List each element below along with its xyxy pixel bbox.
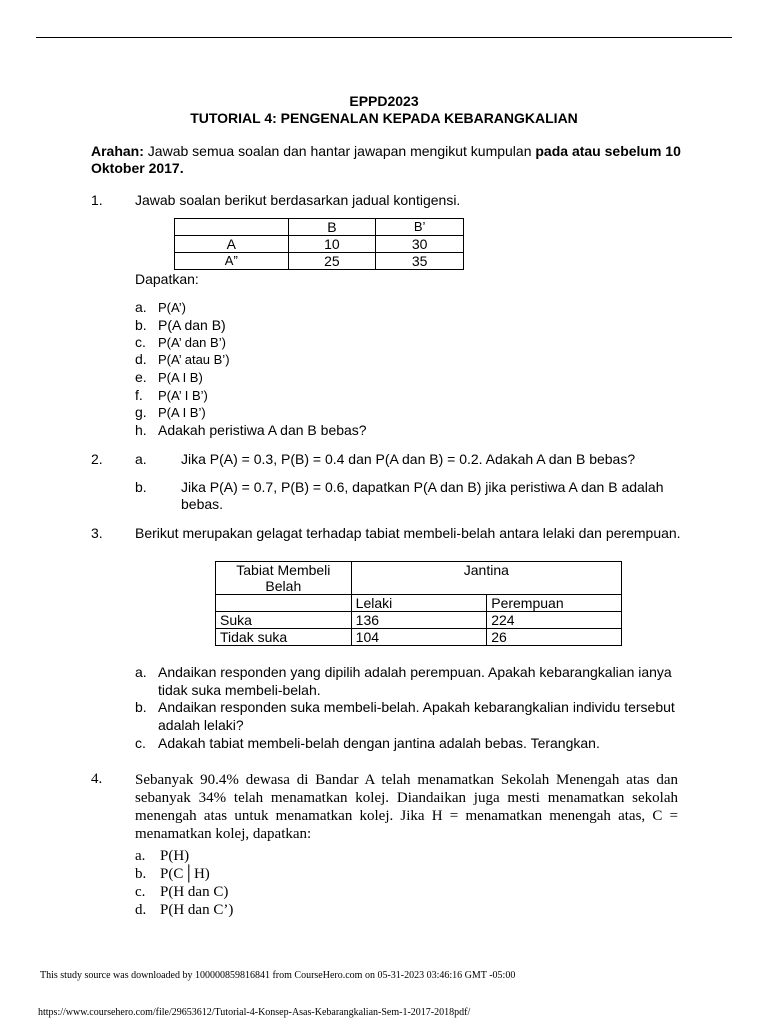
q1-prompt: Jawab soalan berikut berdasarkan jadual kontigensi. — [135, 192, 461, 208]
q3-a-line1: Andaikan responden yang dipilih adalah perempuan. Apakah kebarangkalian ianya — [158, 664, 672, 680]
q4-item-letter: d. — [135, 902, 147, 918]
top-rule — [36, 37, 732, 38]
table-row — [216, 562, 622, 595]
table-row — [175, 253, 464, 270]
download-note: This study source was downloaded by 100000859816841 from CourseHero.com on 05-31-2023 03:46:16 GMT -05:00 — [40, 970, 516, 981]
q3-c-letter: c. — [135, 735, 146, 751]
q2-a-letter: a. — [135, 451, 147, 467]
table-cell: Tidak suka — [216, 629, 352, 646]
q4-paragraph: Sebanyak 90.4% dewasa di Bandar A telah menamatkan Sekolah Menengah atas dan sebanyak 34% telah menamatkan kolej. Diandaikan juga mesti menamatkan sekolah menengah atas untuk menamatkan kolej. Jika H = menamatkan menengah atas, C = menamatkan kolej, dapatkan: — [135, 772, 678, 842]
table-row — [216, 595, 622, 612]
table-row — [175, 236, 464, 253]
table-cell: 25 — [288, 253, 376, 270]
table-corner-line2: Belah — [265, 578, 302, 594]
q1-item-letter: e. — [135, 369, 147, 385]
q1-item-text: Adakah peristiwa A dan B bebas? — [158, 422, 367, 438]
q3-number: 3. — [91, 525, 103, 541]
instructions-line2 — [91, 160, 184, 176]
contingency-table — [174, 218, 464, 270]
q4-item-text: P(H dan C) — [160, 884, 229, 900]
q2-b-text-2: bebas. — [181, 496, 224, 512]
q1-item-letter: f. — [135, 387, 143, 403]
table-cell: 35 — [376, 253, 464, 270]
q1-item-text: P(A’ atau B’) — [158, 352, 230, 367]
table-cell: Suka — [216, 612, 352, 629]
table-group-header: Jantina — [351, 562, 621, 595]
q1-item-letter: h. — [135, 422, 147, 438]
instructions-line1 — [91, 143, 681, 159]
table-cell: 26 — [487, 629, 622, 646]
q3-b-line2: adalah lelaki? — [158, 717, 244, 733]
table-row — [216, 612, 622, 629]
q4-item-letter: a. — [135, 848, 146, 864]
q1-item-letter: d. — [135, 351, 147, 367]
q2-b-letter: b. — [135, 479, 147, 495]
q1-item-letter: c. — [135, 334, 146, 350]
table-cell: 104 — [351, 629, 487, 646]
page-title: TUTORIAL 4: PENGENALAN KEPADA KEBARANGKALIAN — [190, 110, 578, 126]
table-cell: 224 — [487, 612, 622, 629]
table-cell: B — [288, 219, 376, 236]
q3-prompt: Berikut merupakan gelagat terhadap tabiat membeli-belah antara lelaki dan perempuan. — [135, 525, 681, 541]
q1-item-letter: a. — [135, 299, 147, 315]
table-cell — [216, 595, 352, 612]
q3-a-letter: a. — [135, 664, 147, 680]
q1-item-text: P(A dan B) — [158, 317, 226, 333]
shopping-habit-table — [215, 561, 622, 646]
q3-b-line1: Andaikan responden suka membeli-belah. Apakah kebarangkalian individu tersebut — [158, 699, 675, 715]
q4-item-text: P(C│H) — [160, 866, 210, 882]
source-url-link[interactable]: https://www.coursehero.com/file/29653612/Tutorial-4-Konsep-Asas-Kebarangkalian-Sem-1-2017-2018pdf/ — [38, 1007, 471, 1018]
table-cell: 136 — [351, 612, 487, 629]
q1-find-label: Dapatkan: — [135, 271, 199, 287]
q1-item-text: P(A I B’) — [158, 405, 206, 420]
q1-item-text: P(A I B) — [158, 370, 203, 385]
q4-item-letter: b. — [135, 866, 147, 882]
table-header-cell: Lelaki — [351, 595, 487, 612]
table-cell: A” — [175, 253, 289, 270]
q4-item-letter: c. — [135, 884, 146, 900]
instructions-label: Arahan: — [91, 143, 144, 159]
instructions-deadline-1: pada atau sebelum 10 — [535, 143, 681, 159]
instructions-text: Jawab semua soalan dan hantar jawapan mengikut kumpulan — [143, 143, 536, 159]
q4-item-text: P(H) — [160, 848, 190, 864]
q3-b-letter: b. — [135, 699, 147, 715]
q1-item-text: P(A’) — [158, 300, 186, 315]
q1-item-letter: b. — [135, 317, 147, 333]
table-row — [216, 629, 622, 646]
q2-b-text-1: Jika P(A) = 0.7, P(B) = 0.6, dapatkan P(A dan B) jika peristiwa A dan B adalah — [181, 479, 664, 495]
table-row — [175, 219, 464, 236]
q3-c-line1: Adakah tabiat membeli-belah dengan jantina adalah bebas. Terangkan. — [158, 735, 600, 751]
table-corner-cell — [216, 562, 352, 595]
q1-number: 1. — [91, 192, 103, 208]
table-corner-line1: Tabiat Membeli — [236, 562, 331, 578]
q4-number: 4. — [91, 771, 103, 787]
table-cell — [175, 219, 289, 236]
table-header-cell: Perempuan — [487, 595, 622, 612]
table-cell: A — [175, 236, 289, 253]
q2-a-text: Jika P(A) = 0.3, P(B) = 0.4 dan P(A dan B) = 0.2. Adakah A dan B bebas? — [181, 451, 636, 467]
q2-number: 2. — [91, 451, 103, 467]
table-cell: B’ — [376, 219, 464, 236]
table-cell: 10 — [288, 236, 376, 253]
q4-item-text: P(H dan C’) — [160, 902, 234, 918]
instructions-deadline-2: Oktober 2017. — [91, 160, 184, 176]
q3-a-line2: tidak suka membeli-belah. — [158, 682, 321, 698]
q1-item-text: P(A’ dan B’) — [158, 335, 226, 350]
course-code: EPPD2023 — [349, 93, 419, 109]
q1-item-text: P(A’ I B’) — [158, 388, 208, 403]
q1-item-letter: g. — [135, 404, 147, 420]
table-cell: 30 — [376, 236, 464, 253]
